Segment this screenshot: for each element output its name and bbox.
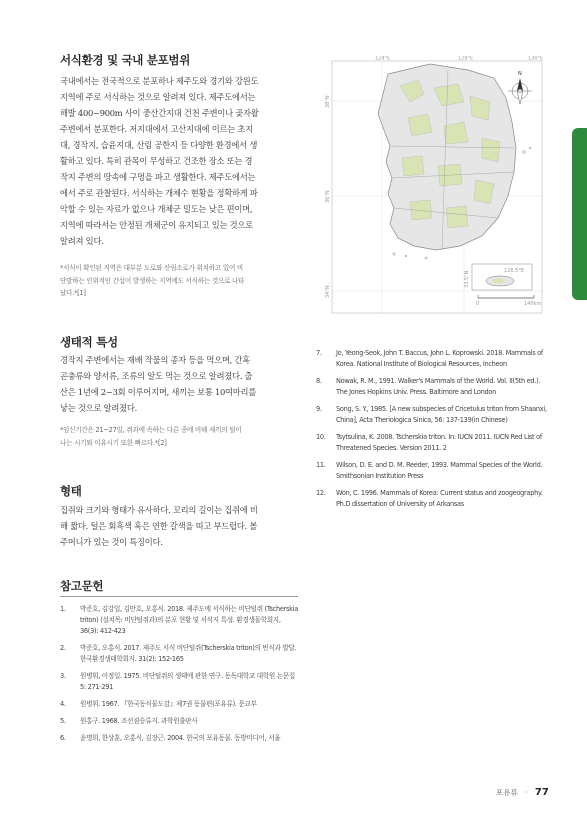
text-line: 알려져 있다. <box>60 236 104 246</box>
text-line: 경작지 주변에서는 재배 작물의 종자 등을 먹으며, 간혹 <box>60 355 250 365</box>
text-line: 곤충류와 양서류, 조류의 알도 먹는 것으로 알려졌다. 출 <box>60 371 253 381</box>
inset-lat-label: 33.5°N <box>464 270 470 288</box>
text-line: 해 짧다. 털은 회흑색 혹은 연한 갈색을 띠고 부드럽다. 볼 <box>60 521 258 531</box>
note-line: *임신기간은 21~27일, 쥐과에 속하는 다른 종에 비해 새끼의 털이 <box>60 426 242 434</box>
text-line: 지역에 주로 서식하는 것으로 알려져 있다. 제주도에서는 <box>60 92 256 102</box>
reference-item: 11. Wilson, D. E. and D. M. Reeder, 1993. Mammal Species of the World. Smithsonian Institution Press <box>316 461 543 480</box>
references-right-column <box>316 348 548 516</box>
references-divider <box>60 596 298 597</box>
text-line: 주변에서 분포한다. 저지대에서 고산지대에 이르는 초지 <box>60 124 253 134</box>
reference-item: 4. 원병휘. 1967. 『한국동식물도감』제7권 동물편(포유류). 문교부 <box>60 700 257 708</box>
text-line: 에서 주로 관찰된다. 서식하는 개체수 현황을 정확하게 파 <box>60 188 258 198</box>
text-line: 집쥐와 크기와 형태가 유사하다. 꼬리의 길이는 집쥐에 비 <box>60 505 258 515</box>
text-line: 악할 수 있는 자료가 없으나 개체군 밀도는 낮은 편이며, <box>60 204 253 214</box>
ecology-heading: 생태적 특성 <box>60 335 118 349</box>
text-line: 작지 주변의 땅속에 구멍을 파고 생활한다. 제주도에서는 <box>60 172 256 182</box>
footer-separator: · <box>525 788 528 797</box>
reference-item: 7. Jo, Yeong-Seok, John T. Baccus, John L. Koprowski. 2018. Mammals of Korea. National Institute of Biological Resources, Incheon <box>316 349 543 368</box>
reference-item: 12. Won, C. 1996. Mammals of Korea: Current status and zoogeography. Ph.D dissertation of University of Arkansas <box>316 489 543 508</box>
page-footer <box>496 787 549 798</box>
reference-item: 6. 윤명희, 한상훈, 오홍식, 김장근. 2004. 한국의 포유동물. 동방미디어, 서울 <box>60 734 281 742</box>
text-line: 지역에 따라서는 안정된 개체군이 유지되고 있는 것으로 <box>60 220 253 230</box>
lon-label: 130°E <box>528 56 544 62</box>
lat-label: 34°N <box>325 285 331 298</box>
form-paragraph <box>60 502 298 550</box>
text-line: 해발 400~900m 사이 중산간지대 건천 주변이나 곶자왈 <box>60 108 259 118</box>
reference-item: 1. 박준호, 김강일, 김만호, 오홍식. 2018. 제주도에 서식하는 비단털쥐 (Tscherskia triton) (설치목: 비단털쥐과)의 분포 현황 및 서식지 특성. 환경생물학회지, 36(3): 412-423 <box>60 605 298 635</box>
text-line: 국내에서는 전국적으로 분포하나 제주도와 경기와 강원도 <box>60 76 259 86</box>
text-line: 대, 경작지, 습윤지대, 산림 공한지 등 다양한 환경에서 생 <box>60 140 258 150</box>
scale-end-label: 140km <box>524 301 542 307</box>
reference-item: 3. 원병휘, 이정일. 1975. 비단털쥐의 생태에 관한 연구. 동독대학교 대학원 논문집 5: 271-291 <box>60 672 295 691</box>
text-line: 낳는 것으로 알려졌다. <box>60 403 138 413</box>
ecology-note <box>60 424 300 449</box>
lat-label: 36°N <box>325 190 331 203</box>
chapter-side-tab <box>572 128 587 300</box>
form-heading: 형태 <box>60 484 82 498</box>
ecology-paragraph <box>60 352 298 416</box>
footer-section: 포유류 <box>496 788 518 797</box>
lon-label: 124°E <box>375 56 391 62</box>
reference-item: 5. 원홍구. 1968. 조선짐승류지. 과학원출판사 <box>60 717 198 725</box>
references-left-column <box>60 604 298 750</box>
page-number: 77 <box>534 787 549 798</box>
reference-item: 9. Song, S. Y., 1985. [A new subspecies of Cricetulus triton from Shaanxi, China], Acta Theriologica Sinica, 56: 137-139(in Chinese) <box>316 405 547 424</box>
reference-item: 8. Nowak, R. M., 1991. Walker's Mammals of the World. Vol. II(5th ed.). The Jones Hopkins Univ. Press. Baltimore and London <box>316 377 541 396</box>
text-line: 활하고 있다. 특히 관목이 무성하고 건조한 장소 또는 경 <box>60 156 253 166</box>
lat-label: 38°N <box>325 95 331 108</box>
lon-label: 128°E <box>458 56 474 62</box>
scale-start-label: 0 <box>476 301 480 307</box>
text-line: 산은 1년에 2~3회 이루어지며, 새끼는 보통 10여마리를 <box>60 387 257 397</box>
note-line: 단발하는 인위적인 간섭이 발생하는 지역에도 서식하는 것으로 나타 <box>60 276 245 285</box>
north-label: N <box>518 71 522 77</box>
habitat-heading: 서식환경 및 국내 분포범위 <box>60 53 191 67</box>
reference-item: 10. Tsytsulina, K. 2008. Tscherskia triton. In: IUCN 2011. IUCN Red List of Threatened Species. Version 2011. 2 <box>316 433 542 452</box>
note-line: 났다.*[1] <box>60 289 86 297</box>
habitat-note <box>60 262 300 300</box>
note-line: *서식이 확인된 지역은 대부분 도로와 산림소로가 위치하고 있어 비 <box>60 264 244 272</box>
reference-item: 2. 박준호, 오홍식. 2017. 제주도 서식 비단털쥐(Tscherskia triton)의 번식과 발달. 한국환경생태학회지. 31(2): 152-165 <box>60 644 297 663</box>
habitat-paragraph <box>60 73 298 249</box>
references-heading: 참고문헌 <box>60 579 104 593</box>
note-line: 나는 시기와 이유시기 또한 빠르다.*[2] <box>60 438 167 447</box>
text-line: 주머니가 있는 것이 특징이다. <box>60 537 163 547</box>
distribution-map <box>318 56 546 318</box>
inset-lon-label: 126.5°E <box>504 268 524 274</box>
